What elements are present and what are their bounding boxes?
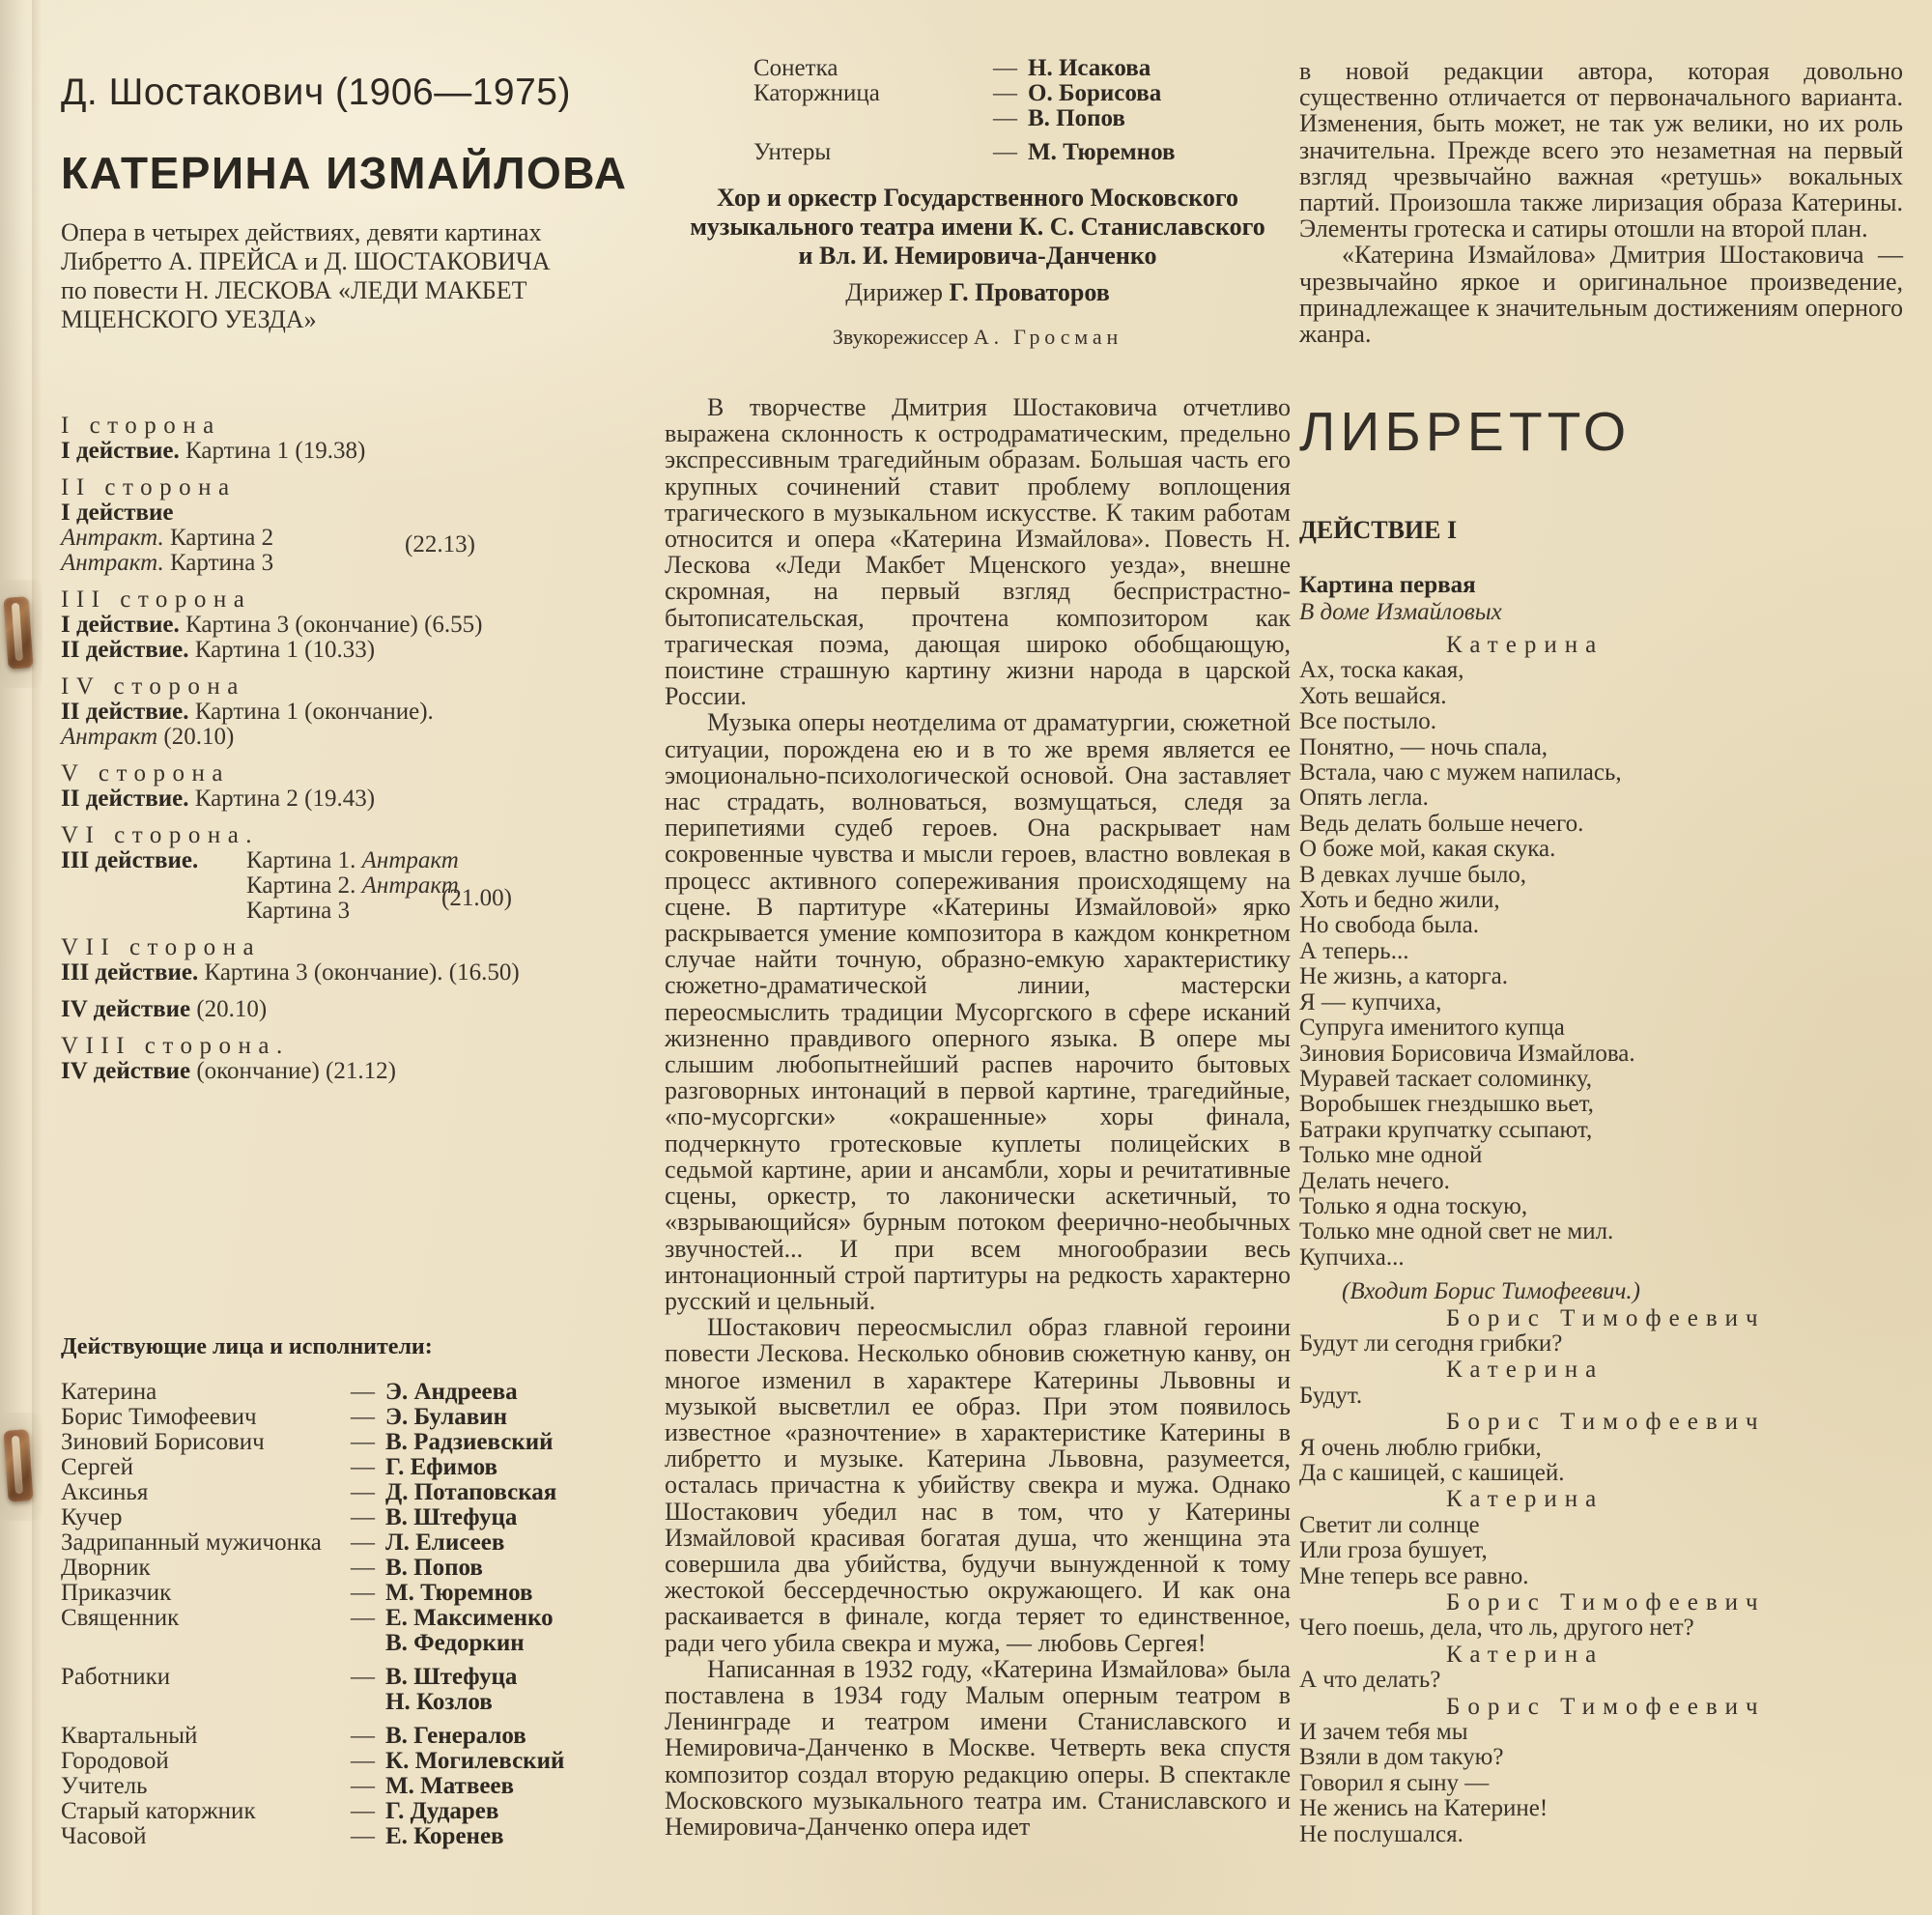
libretto-line: Встала, чаю с мужем напилась, [1299,759,1622,786]
side-block-5 [61,761,567,812]
side-block-3 [61,587,567,663]
libretto-line: Катерина [1446,1641,1605,1668]
libretto-line: Катерина [1446,1357,1605,1384]
scene-heading [1299,572,1502,626]
essay-paragraph: Шостакович переосмыслил образ главной героини повести Лескова. Несколько обновив сюжетную канву, он многое изменил в характере Катерины Львовны и музыкой высветлил ее образ. При этом появилось известное «разночтение» в характеристике Катерины в либретто и музыке. Катерина Львовна, разумеется, осталась причастна к убийству свекра и мужа. Однако Шостакович убедил нас в том, что у Катерины Измайловой красивая богатая душа, что женщина эта совершила два убийства, будучи вынужденной к тому жестокой бессердечностью окружающего. И как она раскаивается в финале, когда теряет то единственное, ради чего убила свекра и мужа, — любовь Сергея! [665,1313,1291,1657]
cast-role: Зиновий Борисович [61,1429,265,1455]
cast-role: Часовой [61,1823,147,1849]
cast-performer: Е. Максименко [385,1605,554,1631]
side-head: IV сторона [61,673,245,700]
credit-line: музыкального театра имени К. С. Станиславского [690,213,1265,241]
cast-dash: — [351,1664,375,1690]
cast-role: Приказчик [61,1580,172,1606]
libretto-line: Я — купчиха, [1299,988,1442,1015]
cast-performer: Н. Козлов [385,1689,493,1715]
libretto-line: (Входит Борис Тимофеевич.) [1342,1278,1640,1305]
cast-role: Сонетка [753,55,838,81]
side-block-4 [61,674,567,750]
staple-metal [3,596,33,670]
libretto-line: Делать нечего. [1299,1167,1450,1194]
cast-dash [351,1690,385,1715]
cast-performer: Э. Андреева [385,1379,518,1405]
cast-performer: В. Федоркин [385,1630,525,1656]
cast-row [61,1556,567,1581]
middle-column [665,0,1291,1915]
cast-dash: — [351,1454,375,1480]
engineer-label: Звукорежиссер [832,325,974,349]
libretto-line: И зачем тебя мы [1299,1719,1468,1746]
libretto-line: Борис Тимофеевич [1446,1589,1766,1616]
essay-paragraph: «Катерина Измайлова» Дмитрия Шостаковича — чрезвычайно яркое и оригинальное произведение, принадлежащее к значительным достижениям оперного жанра. [1299,241,1903,349]
libretto-line: Светит ли солнце [1299,1511,1480,1538]
libretto-line: Опять легла. [1299,785,1429,812]
cast-performer: Д. Потаповская [385,1479,557,1505]
libretto-line: Но свобода была. [1299,912,1479,939]
cast-performer: К. Могилевский [385,1748,565,1774]
libretto-line: Катерина [1446,632,1605,658]
cast-performer: О. Борисова [1028,80,1162,106]
libretto-line: Борис Тимофеевич [1446,1409,1766,1436]
cast-performer: Л. Елисеев [385,1529,505,1556]
side-line: IV действие (окончание) (21.12) [61,1058,396,1084]
credit-line: Хор и оркестр Государственного Московского [716,184,1239,212]
libretto-line: Только мне одной [1299,1142,1483,1169]
cast-performer: М. Тюремнов [385,1580,533,1606]
subtitle-line: Опера в четырех действиях, девяти картинах [61,218,542,246]
cast-heading: Действующие лица и исполнители: [61,1334,433,1359]
cast-dash: — [351,1529,375,1556]
side-line: Антракт. Картина 2 [61,525,274,551]
cast-list [61,1380,567,1858]
libretto-line: Хоть вешайся. [1299,682,1447,709]
libretto-line: Или гроза бушует, [1299,1537,1488,1564]
side-line: Антракт (20.10) [61,724,235,750]
libretto-line: О боже мой, какая скука. [1299,836,1556,863]
side-line: I действие. Картина 3 (окончание) (6.55) [61,612,483,638]
staple-binding-top [2,589,37,678]
libretto-line: Ведь делать больше нечего. [1299,810,1584,837]
libretto-line: Взяли в дом такую? [1299,1744,1504,1771]
cast-row [61,1774,567,1799]
side-head: V сторона [61,760,231,786]
essay-paragraph: В творчестве Дмитрия Шостаковича отчетливо выражена склонность к остродраматическим, предельно экспрессивным трагедийным образам. Большая часть его крупных сочинений ставит проблему воплощения трагического в музыкальном искусстве. К таким работам относится и опера «Катерина Измайлова». Повесть Н. Лескова «Леди Макбет Мценского уезда», внешне скромная, на первый взгляд беспристрастно-бытописательская, прочтена композитором как трагическая поэма, дающая широко обобщающую, поистине страшную картину жизни народа в царской России. [665,393,1291,711]
libretto-line: Не женись на Катерине! [1299,1795,1548,1822]
libretto-line: Катерина [1446,1486,1605,1513]
cast-dash [351,1631,385,1656]
essay-paragraph: Музыка оперы неотделима от драматургии, сюжетной ситуации, порождена ею и в то же время является ее эмоционально-психологической основой. Она заставляет нас страдать, волноваться, возмущаться, следя за перипетиями судеб героев. Она раскрывает нам сокровенные чувства и мысли героев, властно вовлекая в процесс активного сопереживания происходящему на сцене. В партитуре «Катерины Измайловой» ярко раскрывается умение композитора в каждом конкретном случае найти точную, образно-емкую характеристику сюжетно-драматической линии, мастерски переосмыслить традиции Мусоргского в сфере исканий жизненно правдивого оперного языка. В опере мы слышим любопытнейший распев нарочито бытовых разговорных интонаций в первой картине, трагедийные, «по-мусоргски» «окрашенные» хоры финала, подчеркнуто гротесковые куплеты полицейских в седьмой картине, арии и ансамбли, хоры и речитативные сцены, оркестр, то лаконически аскетичный, то «взрывающийся» бурным потоком феерично-необычных звучностей... И при всем многообразии весь интонационный строй партитуры на редкость характерно русский и цельный. [665,708,1291,1315]
cast-performer: Н. Исакова [1028,55,1151,81]
cast-role: Катерина [61,1379,157,1405]
side-head: III сторона [61,586,252,613]
libretto-line: Чего поешь, дела, что ль, другого нет? [1299,1615,1694,1642]
side-line: Картина 3 [246,898,351,924]
libretto-line: Только мне одной свет не мил. [1299,1218,1614,1245]
conductor-label: Дирижер [845,278,950,306]
cast-role: Городовой [61,1748,169,1774]
side-head: VIII сторона. [61,1033,290,1059]
cast-performer: Е. Коренев [385,1823,504,1849]
libretto-line: Только я одна тоскую, [1299,1192,1528,1219]
side-duration: (22.13) [405,531,475,557]
cast-role [61,1631,351,1656]
cast-group [61,1665,567,1715]
page-edge-shadow [0,0,29,1915]
side-head: I сторона [61,413,221,439]
cast-dash: — [993,139,1017,165]
composer-title: Д. Шостакович (1906—1975) [61,71,571,113]
staple-metal [3,1429,33,1502]
cast-row [753,106,1291,131]
libretto-line: Супруга именитого купца [1299,1015,1565,1042]
cast-group [61,1380,567,1656]
sound-engineer-credit [665,325,1291,350]
libretto-lines [1299,632,1903,1847]
cast-dash: — [351,1823,375,1849]
cast-dash: — [351,1773,375,1799]
side-head: VI сторона. [61,822,260,848]
libretto-line: Борис Тимофеевич [1446,1304,1766,1331]
act-heading: ДЕЙСТВИЕ I [1299,516,1458,544]
side-head: VII сторона [61,934,262,960]
cast-row [61,1824,567,1849]
cast-performer: Э. Булавин [385,1404,508,1430]
cast-list-continued [665,56,1291,165]
cast-role: Старый каторжник [61,1798,256,1824]
essay-paragraph-continuation: в новой редакции автора, которая довольно существенно отличается от первоначального варианта. Изменения, быть может, не так уж велики, но их роль значительна. Прежде всего это незаметная на первый взгляд чрезвычайно важная «ретушь» вокальных партий. Произошла также лиризация образа Катерины. Элементы гротеска и сатиры отошли на второй план. [1299,57,1903,243]
cast-dash: — [351,1555,375,1581]
subtitle-line: МЦЕНСКОГО УЕЗДА» [61,305,317,333]
essay-text [665,394,1291,1840]
side-line: IV действие (20.10) [61,996,268,1022]
cast-row [61,1480,567,1505]
cast-row [61,1799,567,1824]
conductor-name: Г. Проваторов [949,278,1110,306]
libretto-line: А что делать? [1299,1667,1441,1694]
side-block-1 [61,414,567,464]
conductor-credit [665,278,1291,307]
subtitle-line: по повести Н. ЛЕСКОВА «ЛЕДИ МАКБЕТ [61,276,527,304]
cast-role: Квартальный [61,1723,198,1749]
libretto-line: Все постыло. [1299,708,1436,735]
libretto-line: Да с кашицей, с кашицей. [1299,1460,1565,1486]
cast-performer: В. Попов [385,1555,483,1581]
libretto-heading: ЛИБРЕТТО [1299,401,1632,463]
side-line: I действие [61,500,174,526]
side-block-8 [61,997,567,1022]
cast-performer: В. Попов [1028,105,1125,131]
cast-role: Кучер [61,1504,123,1530]
libretto-line: Ах, тоска какая, [1299,657,1464,684]
libretto-line: Я очень люблю грибки, [1299,1434,1542,1461]
cast-dash: — [351,1723,375,1749]
cast-row [753,81,1291,106]
engineer-name: А. Гросман [973,325,1123,349]
libretto-line: Понятно, — ночь спала, [1299,733,1548,760]
side-line: III действие. Картина 3 (окончание). (16.50) [61,959,520,986]
side-line: Картина 2. Антракт [246,872,459,899]
cast-row [61,1455,567,1480]
cast-role: Дворник [61,1555,151,1581]
cast-row [61,1405,567,1430]
cast-dash: — [351,1429,375,1455]
libretto-line: Будут. [1299,1382,1363,1409]
libretto-line: Купчиха... [1299,1243,1405,1271]
libretto-line: А теперь... [1299,937,1409,964]
cast-performer: М. Тюремнов [1028,139,1176,165]
libretto-line: Будут ли сегодня грибки? [1299,1329,1563,1357]
cast-role: Задрипанный мужичонка [61,1529,322,1556]
cast-role: Аксинья [61,1479,149,1505]
scene-setting: В доме Измайловых [1299,599,1502,625]
cast-row [61,1430,567,1455]
subtitle-line: Либретто А. ПРЕЙСА и Д. ШОСТАКОВИЧА [61,247,551,275]
cast-role: Священник [61,1605,180,1631]
cast-performer: В. Генералов [385,1723,526,1749]
cast-dash: — [993,105,1017,131]
cast-row [61,1530,567,1556]
cast-dash: — [993,55,1017,81]
cast-dash: — [993,80,1017,106]
libretto-line: Воробышек гнездышко вьет, [1299,1091,1594,1118]
side-line: Антракт. Картина 3 [61,550,274,576]
cast-row [61,1690,567,1715]
right-column [1299,0,1903,1915]
cast-dash: — [351,1479,375,1505]
libretto-line: Мне теперь все равно. [1299,1562,1529,1589]
side-line: III действие. Картина 1. Антракт Картина 2. Антракт Картина 3 [61,847,459,924]
page-fold-crease [32,0,45,1915]
opera-title: КАТЕРИНА ИЗМАЙЛОВА [61,148,628,198]
libretto-line: Борис Тимофеевич [1446,1693,1766,1720]
cast-role: Учитель [61,1773,148,1799]
left-column [61,0,628,1915]
cast-role: Работники [61,1664,171,1690]
cast-role [753,106,993,131]
cast-role [61,1690,351,1715]
cast-row [61,1606,567,1631]
libretto-line: Не послушался. [1299,1820,1463,1847]
cast-row [61,1581,567,1606]
cast-row [753,140,1291,165]
side-block-7 [61,935,567,986]
cast-dash: — [351,1748,375,1774]
libretto-line: Хоть и бедно жили, [1299,887,1500,914]
cast-row [61,1749,567,1774]
side-block-6 [61,823,567,924]
scene-title: Картина первая [1299,572,1476,598]
side-line: I действие. Картина 1 (19.38) [61,438,366,464]
side-duration: (21.00) [441,885,512,911]
cast-dash: — [351,1404,375,1430]
cast-row [61,1380,567,1405]
essay-paragraph: Написанная в 1932 году, «Катерина Измайлова» была поставлена в 1934 году Малым оперным театром в Ленинграде и театром имени Станиславского и Немировича-Данченко в Москве. Четверть века спустя композитор создал вторую редакцию оперы. В спектакле Московского музыкального театра им. Станиславского и Немировича-Данченко опера идет [665,1654,1291,1841]
cast-row [753,56,1291,81]
side-line: Картина 1. Антракт [246,847,459,873]
cast-performer: В. Штефуца [385,1504,518,1530]
record-sides-listing [61,414,567,1096]
libretto-line: Говорил я сыну — [1299,1769,1490,1796]
cast-dash: — [351,1798,375,1824]
cast-dash: — [351,1379,375,1405]
side-block-2 [61,475,567,576]
cast-row [61,1724,567,1749]
cast-performer: Г. Ефимов [385,1454,498,1480]
cast-performer: В. Радзиевский [385,1429,554,1455]
side-block-9 [61,1034,567,1084]
chorus-orchestra-credit [665,184,1291,271]
libretto-line: Батраки крупчатку ссыпают, [1299,1116,1593,1143]
cast-row [61,1505,567,1530]
cast-group [61,1724,567,1849]
cast-dash: — [351,1605,375,1631]
cast-dash: — [351,1504,375,1530]
cast-role: Каторжница [753,80,880,106]
libretto-line: Не жизнь, а каторга. [1299,963,1508,990]
side-line: II действие. Картина 2 (19.43) [61,786,376,812]
cast-dash: — [351,1580,375,1606]
side-line: II действие. Картина 1 (окончание). [61,699,434,725]
libretto-line: Зиновия Борисовича Измайлова. [1299,1040,1635,1067]
side-line: II действие. Картина 1 (10.33) [61,637,376,663]
libretto-line: Муравей таскает соломинку, [1299,1065,1593,1092]
cast-role: Сергей [61,1454,133,1480]
libretto-line: В девках лучше было, [1299,861,1527,888]
cast-row [61,1631,567,1656]
cast-role: Унтеры [753,139,832,165]
cast-performer: В. Штефуца [385,1664,518,1690]
essay-text-continued [1299,58,1903,347]
credit-line: и Вл. И. Немировича-Данченко [798,242,1157,270]
opera-subtitle [61,218,551,334]
cast-row [61,1665,567,1690]
staple-binding-bottom [2,1422,37,1511]
side-head: II сторона [61,474,237,500]
cast-performer: Г. Дударев [385,1798,499,1824]
cast-role: Борис Тимофеевич [61,1404,257,1430]
cast-performer: М. Матвеев [385,1773,515,1799]
